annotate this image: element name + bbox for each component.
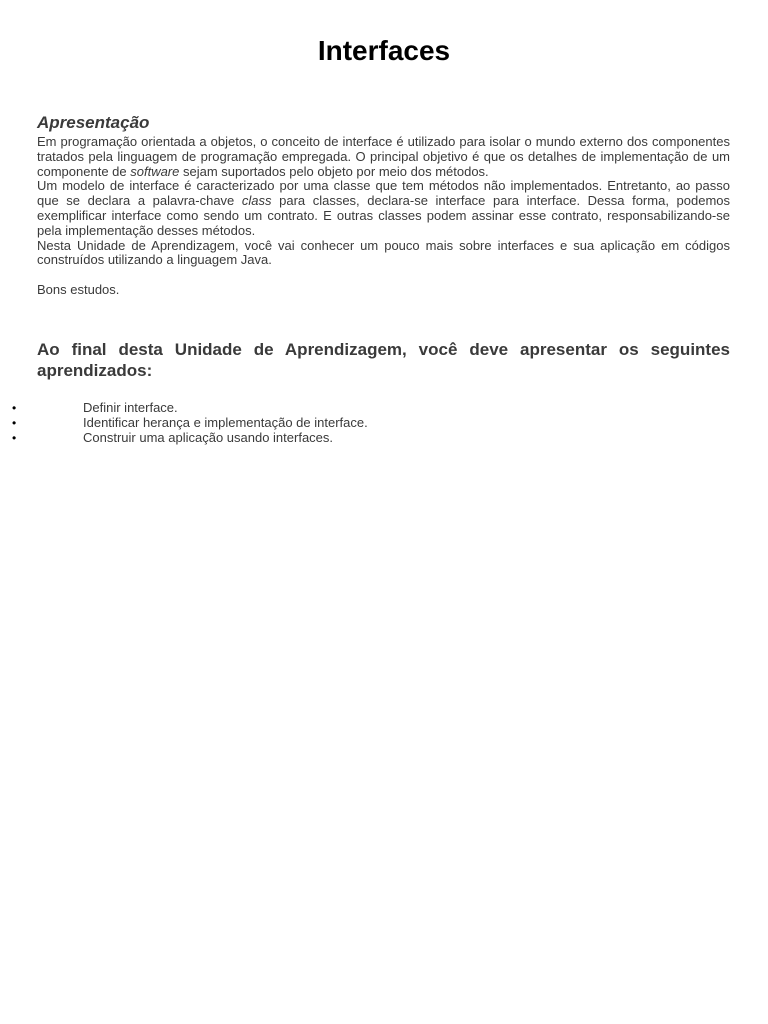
learning-goals-heading: Ao final desta Unidade de Aprendizagem, você deve apresentar os seguintes aprendizados:	[37, 340, 730, 380]
italic-term: class	[241, 193, 272, 209]
interface-model-paragraph: Um modelo de interface é caracterizado por uma classe que tem métodos não implementados. Entretanto, ao passo que se declara a palavra-chave class para classes, declara-se interface para interface. Dessa forma, podemos exemplificar interface como sendo um contrato. E outras classes podem assinar esse contrato, responsabilizando-se pela implementação desses métodos.	[37, 178, 730, 238]
list-item: • Construir uma aplicação usando interfaces.	[12, 429, 334, 445]
learning-goals-list	[0, 401, 768, 445]
bullet-icon: •	[12, 415, 17, 430]
list-item: • Identificar herança e implementação de interface.	[12, 414, 368, 430]
paragraph-spacer	[37, 268, 730, 283]
bullet-icon: •	[12, 430, 17, 445]
list-item: • Definir interface.	[12, 400, 178, 415]
italic-term: software	[130, 163, 180, 179]
section-heading: Apresentação	[37, 113, 150, 132]
page-title: Interfaces	[317, 35, 451, 66]
intro-paragraph: Em programação orientada a objetos, o conceito de interface é utilizado para isolar o mundo externo dos componentes tratados pela linguagem de programação empregada. O principal objetivo é que os detalhes de implementação de um componente de software sejam suportados pelo objeto por meio dos métodos.	[37, 134, 730, 179]
closing-text: Bons estudos.	[37, 281, 120, 297]
presentation-section	[37, 111, 730, 298]
unit-description-paragraph: Nesta Unidade de Aprendizagem, você vai conhecer um pouco mais sobre interfaces e sua aplicação em códigos construídos utilizando a linguagem Java.	[37, 237, 730, 268]
bullet-icon: •	[12, 401, 17, 415]
